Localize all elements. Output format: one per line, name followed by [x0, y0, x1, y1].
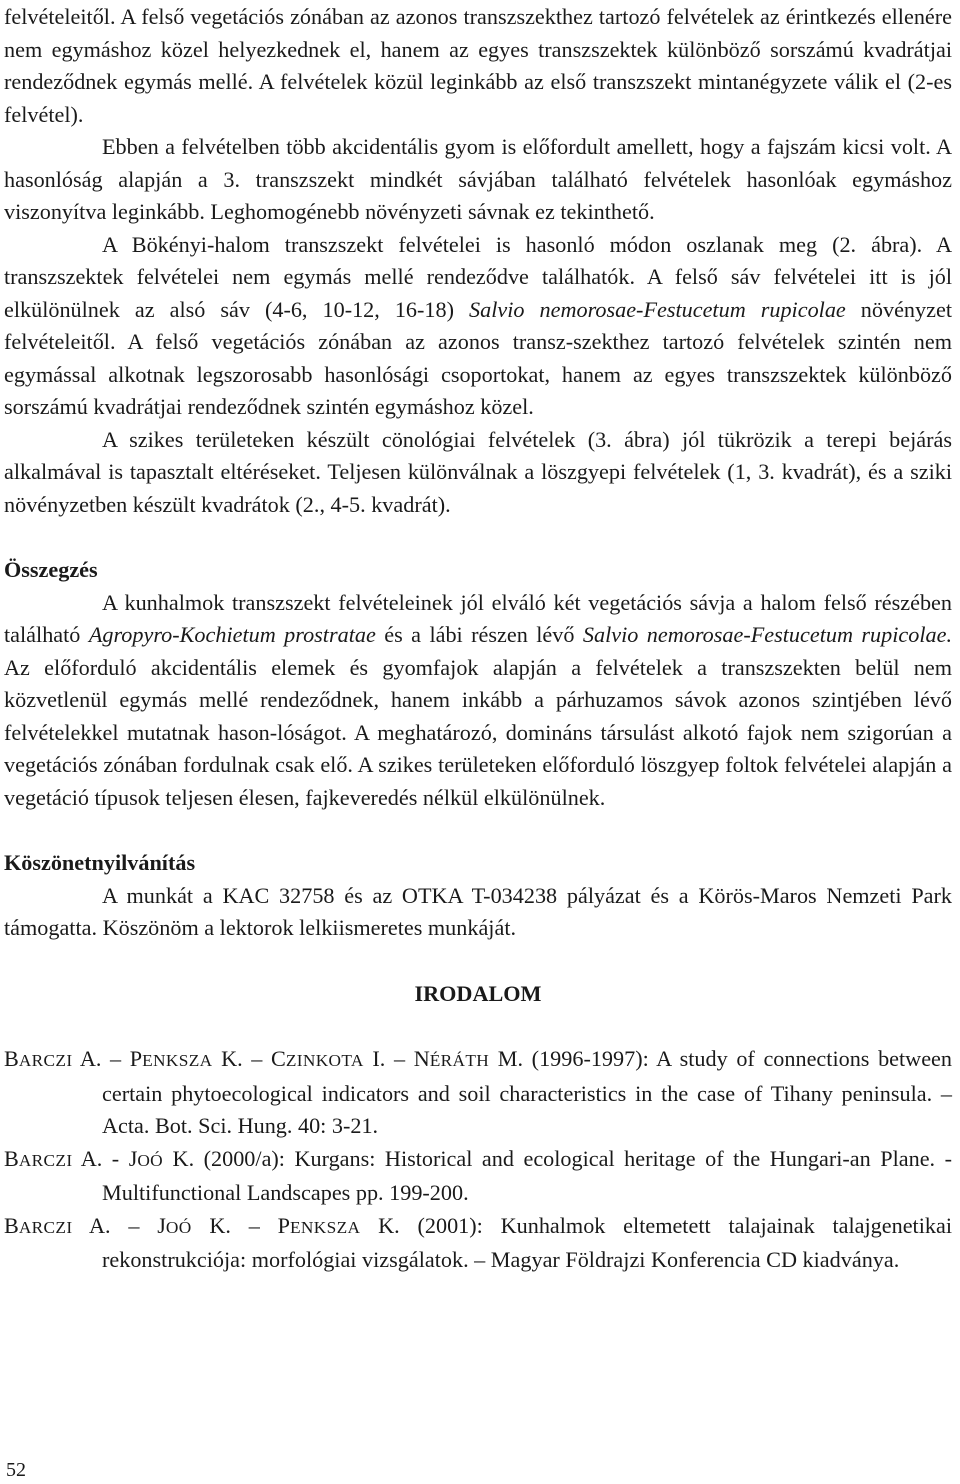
reference-text: (2000/a): Kurgans: Historical and ecological heritage of the Hungari-an Plane. - Multifunctional Landscapes pp. 199-200. — [102, 1145, 953, 1205]
paragraph-continued — [4, 1, 952, 131]
author-suffix: K. — [360, 1212, 400, 1238]
page-number: 52 — [6, 1459, 26, 1481]
paragraph — [4, 229, 952, 424]
author-suffix: A. - — [72, 1145, 129, 1171]
author-smallcaps: OÓ — [165, 1217, 192, 1237]
author-initial: N — [413, 1046, 430, 1071]
paragraph-text: A kunhalmok transzszekt felvételeinek jól elváló két vegetációs sávja a halom felső részében található — [4, 589, 952, 647]
author-smallcaps: OÓ — [137, 1150, 164, 1170]
author-smallcaps: ARCZI — [18, 1051, 73, 1070]
paragraph-text: Ebben a felvételben több akcidentális gyom is előfordult amellett, hogy a fajszám kicsi volt. A hasonlóság alapján a 3. transzszekt mindkét sávjában található felvételek hasonlóak egymáshoz viszonyítva leginkább. Leghomogénebb növényzeti sávnak ez tekinthető. — [4, 134, 952, 224]
species-name: Salvio nemorosae-Festucetum rupicolae — [469, 296, 846, 322]
author-smallcaps: ÉRÁTH — [429, 1051, 490, 1070]
species-name: Agropyro-Kochietum prostratae — [88, 622, 376, 647]
author-smallcaps: ARCZI — [18, 1150, 73, 1170]
section-heading-acknowledgement: Köszönetnyilvánítás — [4, 850, 196, 875]
author-suffix: K. — [163, 1145, 195, 1171]
section-gap — [4, 521, 952, 554]
author-smallcaps: ENKSZA — [142, 1051, 213, 1070]
reference-item — [4, 1210, 952, 1277]
reference-list — [4, 1043, 952, 1277]
section-gap — [4, 1010, 952, 1043]
paragraph — [4, 131, 952, 229]
author-initial: C — [271, 1046, 286, 1071]
paragraph-text: A szikes területeken készült cönológiai felvételek (3. ábra) jól tükrözik a terepi bejárás alkalmával is tapasztalt eltéréseket. Teljesen különválnak a löszgyepi felvételek (1, 3. kvadrát), és a sziki növényzetben készült kvadrátok (2., 4-5. kvadrát). — [4, 426, 952, 517]
reference-item — [4, 1043, 952, 1143]
paragraph-text: A Bökényi-halom transzszekt felvételei is hasonló módon oszlanak meg (2. ábra). A transzszektek felvételei nem egymás mellé rendeződve találhatók. A felső sáv felvételei itt is jól elkülönülnek az alsó sáv (4-6, 10-12, 16-18) — [4, 231, 952, 322]
author-smallcaps: ENKSZA — [290, 1217, 361, 1237]
author-suffix: I. – — [363, 1046, 414, 1071]
acknowledgement-paragraph: A munkát a KAC 32758 és az OTKA T-034238 pályázat és a Körös-Maros Nemzeti Park támogatta. Köszönöm a lektorok lelkiismeretes munkáját. — [4, 882, 952, 940]
author-suffix: M. — [489, 1046, 524, 1071]
author-suffix: K. – — [191, 1212, 278, 1238]
author-initial: J — [157, 1212, 166, 1238]
reference-text: (2001): Kunhalmok eltemetett talajainak talajgenetikai rekonstrukciója: morfológiai vizsgálatok. – Magyar Földrajzi Konferencia CD kiadványa. — [102, 1212, 952, 1272]
author-initial: B — [4, 1212, 19, 1238]
author-initial: J — [128, 1145, 138, 1171]
paragraph-text: és a lábi részen lévő — [375, 622, 583, 647]
reference-text: (1996-1997): A study of connections between certain phytoecological indicators and soil characteristics in the case of Tihany peninsula. – Acta. Bot. Sci. Hung. 40: 3-21. — [102, 1046, 952, 1138]
species-name: Salvio nemorosae-Festucetum rupicolae. — [582, 622, 952, 647]
author-initial: B — [4, 1046, 19, 1071]
author-initial: P — [277, 1212, 291, 1238]
paragraph-text: növényzet felvételeitől. A felső vegetációs zónában az azonos transz-szekthez tartozó felvételek szintén nem egymással alkotnak legszorosabb hasonlósági csoportokat, hanem az egyes transzszektek különböző sorszámú kvadrátjai rendeződnek szintén egymáshoz közel. — [4, 296, 952, 419]
section-gap — [4, 814, 952, 847]
author-suffix: A. – — [72, 1046, 130, 1071]
paragraph — [4, 424, 952, 522]
author-suffix: K. – — [212, 1046, 272, 1071]
author-initial: B — [4, 1145, 19, 1171]
summary-paragraph — [4, 587, 952, 815]
author-smallcaps: ARCZI — [18, 1217, 73, 1237]
paragraph-text: Az előforduló akcidentális elemek és gyomfajok alapján a felvételek a transzszekten belül nem közvetlenül egymás mellé rendeződnek, hanem inkább a párhuzamos sávok azonos szintjében lévő felvételekkel mutatnak hason-lóságot. A meghatározó, domináns társulást alkotó fajok nem szigorúan a vegetációs zónában fordulnak csak elő. A szikes területeken előforduló löszgyep foltok felvételei alapján a vegetáció típusok teljesen élesen, fajkeveredés nélkül elkülönülnek. — [4, 654, 952, 810]
author-suffix: A. – — [72, 1212, 158, 1238]
author-smallcaps: ZINKOTA — [285, 1051, 364, 1070]
reference-item — [4, 1143, 952, 1210]
paragraph-text: felvételeitől. A felső vegetációs zónában az azonos transzszekthez tartozó felvételek az érintkezés ellenére nem egymáshoz közel helyezkednek el, hanem az egyes transzszektek különböző sorszámú kvadrátjai rendeződnek egymás mellé. A felvételek közül leginkább az első transzszekt mintanégyzete válik el (2-es felvétel). — [4, 4, 952, 127]
section-heading-summary: Összegzés — [4, 557, 98, 582]
references-heading: IRODALOM — [414, 980, 542, 1006]
document-page — [4, 1, 952, 1277]
section-gap — [4, 945, 952, 978]
author-initial: P — [129, 1046, 143, 1071]
